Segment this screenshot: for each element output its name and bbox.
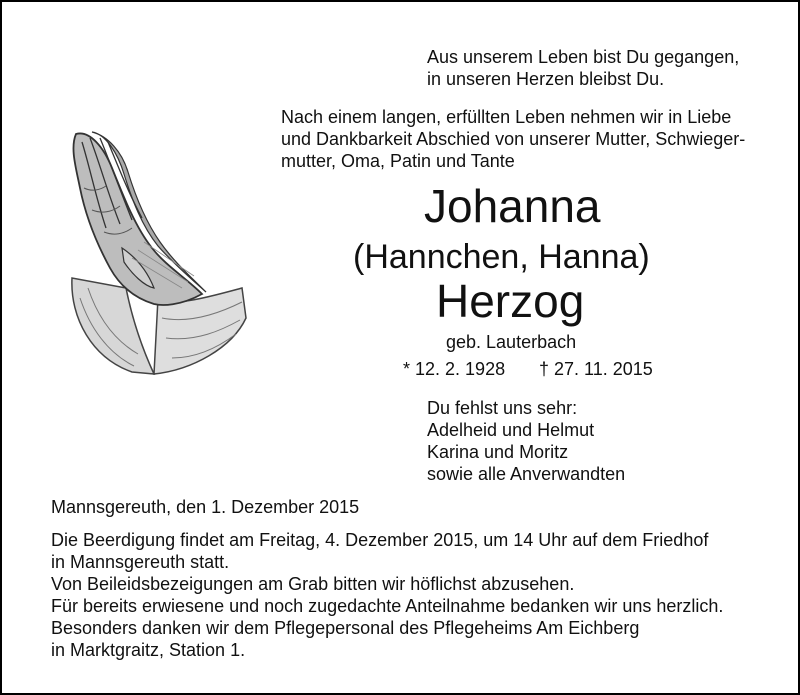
mourners-line-3: sowie alle Anverwandten xyxy=(427,464,626,484)
verse-line-2: in unseren Herzen bleibst Du. xyxy=(427,69,665,89)
deceased-first-name: Johanna xyxy=(424,180,601,232)
intro-line-1: Nach einem langen, erfüllten Leben nehmen wir in Liebe xyxy=(281,107,732,127)
praying-hands-icon xyxy=(62,128,248,376)
maiden-name: geb. Lauterbach xyxy=(446,332,577,352)
birth-date: * 12. 2. 1928 xyxy=(403,359,506,379)
place-date: Mannsgereuth, den 1. Dezember 2015 xyxy=(51,497,360,517)
mourners-intro: Du fehlst uns sehr: xyxy=(427,398,578,418)
funeral-line-5: Besonders danken wir dem Pflegepersonal des Pflegeheims Am Eichberg xyxy=(51,618,640,638)
mourners-line-2: Karina und Moritz xyxy=(427,442,569,462)
funeral-line-6: in Marktgraitz, Station 1. xyxy=(51,640,246,660)
intro-line-2: und Dankbarkeit Abschied von unserer Mutter, Schwieger- xyxy=(281,129,746,149)
funeral-line-1: Die Beerdigung findet am Freitag, 4. Dezember 2015, um 14 Uhr auf dem Friedhof xyxy=(51,530,709,550)
deceased-nicknames: (Hannchen, Hanna) xyxy=(353,238,650,276)
intro-line-3: mutter, Oma, Patin und Tante xyxy=(281,151,515,171)
mourners-line-1: Adelheid und Helmut xyxy=(427,420,595,440)
death-date: † 27. 11. 2015 xyxy=(539,359,653,379)
deceased-last-name: Herzog xyxy=(436,275,585,327)
funeral-line-2: in Mannsgereuth statt. xyxy=(51,552,230,572)
verse-line-1: Aus unserem Leben bist Du gegangen, xyxy=(427,47,740,67)
funeral-line-4: Für bereits erwiesene und noch zugedachte Anteilnahme bedanken wir uns herzlich. xyxy=(51,596,724,616)
funeral-line-3: Von Beileidsbezeigungen am Grab bitten wir höflichst abzusehen. xyxy=(51,574,575,594)
